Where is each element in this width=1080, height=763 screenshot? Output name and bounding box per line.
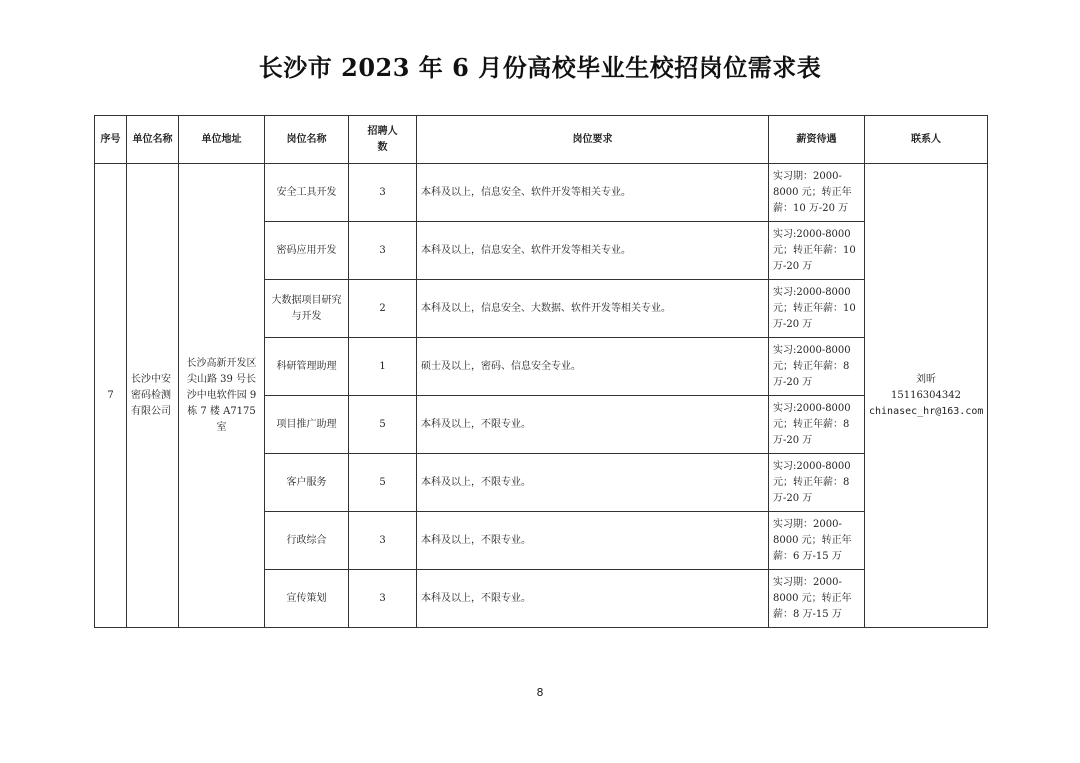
contact-email: chinasec_hr@163.com [869,405,984,417]
requirement-cell: 本科及以上，不限专业。 [417,570,769,628]
seq-cell: 7 [95,164,127,628]
position-cell: 科研管理助理 [265,338,349,396]
address-cell: 长沙高新开发区尖山路 39 号长沙中电软件园 9 栋 7 楼 A7175 室 [179,164,265,628]
position-cell: 密码应用开发 [265,222,349,280]
salary-cell: 实习期：2000-8000 元；转正年薪：8 万-15 万 [769,570,865,628]
salary-cell: 实习:2000-8000 元；转正年薪：8 万-20 万 [769,454,865,512]
contact-cell [865,164,988,628]
requirement-cell: 本科及以上，信息安全、大数据、软件开发等相关专业。 [417,280,769,338]
page-number: 8 [536,686,544,699]
header-address: 单位地址 [179,116,265,164]
requirement-cell: 本科及以上，信息安全、软件开发等相关专业。 [417,222,769,280]
position-cell: 大数据项目研究与开发 [265,280,349,338]
salary-cell: 实习:2000-8000 元；转正年薪：8 万-20 万 [769,338,865,396]
position-cell: 安全工具开发 [265,164,349,222]
header-seq: 序号 [95,116,127,164]
salary-cell: 实习期：2000-8000 元；转正年薪：6 万-15 万 [769,512,865,570]
contact-phone: 15116304342 [891,389,961,401]
header-requirement: 岗位要求 [417,116,769,164]
company-cell: 长沙中安密码检测有限公司 [127,164,179,628]
header-count: 招聘人数 [349,116,417,164]
position-cell: 客户服务 [265,454,349,512]
header-row [95,116,988,164]
job-demand-table [94,115,988,628]
count-cell: 3 [349,512,417,570]
requirement-cell: 本科及以上，不限专业。 [417,454,769,512]
requirement-cell: 本科及以上，信息安全、软件开发等相关专业。 [417,164,769,222]
page-title: 长沙市 2023 年 6 月份高校毕业生校招岗位需求表 [258,53,822,82]
requirement-cell: 本科及以上，不限专业。 [417,512,769,570]
requirement-cell: 本科及以上，不限专业。 [417,396,769,454]
header-company: 单位名称 [127,116,179,164]
salary-cell: 实习:2000-8000 元；转正年薪：10 万-20 万 [769,222,865,280]
count-cell: 1 [349,338,417,396]
position-cell: 行政综合 [265,512,349,570]
header-position: 岗位名称 [265,116,349,164]
salary-cell: 实习:2000-8000 元；转正年薪：8 万-20 万 [769,396,865,454]
salary-cell: 实习期：2000-8000 元；转正年薪：10 万-20 万 [769,164,865,222]
position-cell: 项目推广助理 [265,396,349,454]
requirement-cell: 硕士及以上，密码、信息安全专业。 [417,338,769,396]
count-cell: 3 [349,222,417,280]
count-cell: 5 [349,396,417,454]
position-cell: 宣传策划 [265,570,349,628]
count-cell: 2 [349,280,417,338]
header-salary: 薪资待遇 [769,116,865,164]
count-cell: 5 [349,454,417,512]
header-contact: 联系人 [865,116,988,164]
contact-name: 刘昕 [916,373,936,385]
count-cell: 3 [349,164,417,222]
salary-cell: 实习:2000-8000 元；转正年薪：10 万-20 万 [769,280,865,338]
count-cell: 3 [349,570,417,628]
table-row [95,164,988,222]
